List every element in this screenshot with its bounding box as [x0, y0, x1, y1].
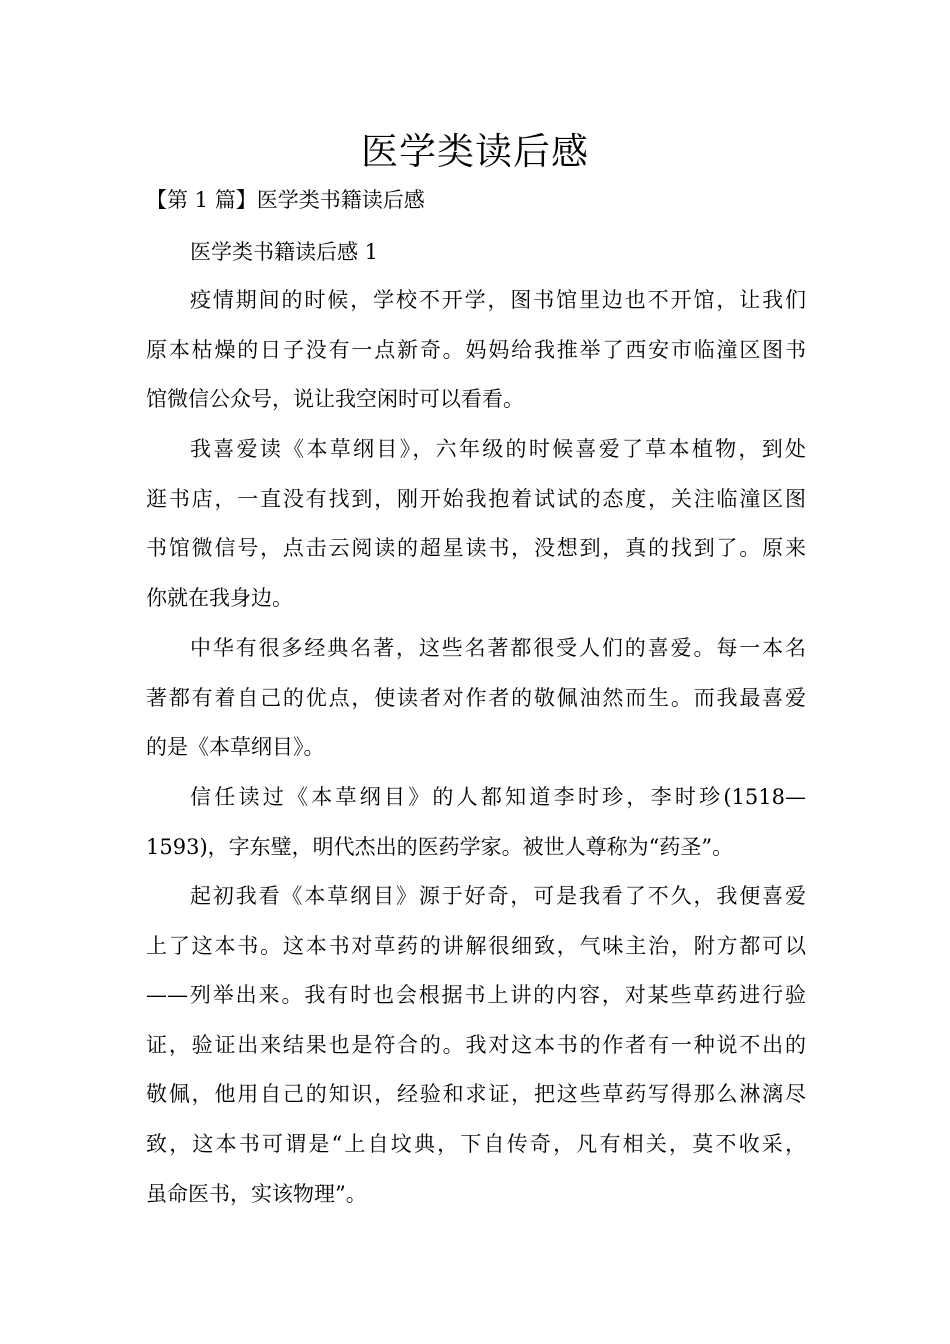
paragraph-line: 起初我看《本草纲目》源于好奇，可是我看了不久，我便喜爱	[190, 884, 806, 908]
paragraph-4	[146, 773, 806, 872]
paragraph-line: 我喜爱读《本草纲目》，六年级的时候喜爱了草本植物，到处	[190, 437, 806, 461]
paragraph-line: 疫情期间的时候，学校不开学，图书馆里边也不开馆，让我们	[190, 288, 806, 312]
paragraph-line: 信任读过《本草纲目》的人都知道李时珍，李时珍(1518—	[190, 785, 806, 809]
paragraph-2	[146, 425, 806, 623]
section-heading: 【第 1 篇】医学类书籍读后感	[146, 188, 425, 212]
paragraph-line: 的是《本草纲目》。	[146, 735, 325, 760]
paragraph-line: 书馆微信号，点击云阅读的超星读书，没想到，真的找到了。原来	[146, 536, 806, 561]
paragraph-3	[146, 624, 806, 773]
paragraph-line: 著都有着自己的优点，使读者对作者的敬佩油然而生。而我最喜爱	[146, 685, 806, 710]
document-title: 医学类读后感	[361, 130, 589, 173]
paragraph-line: 中华有很多经典名著，这些名著都很受人们的喜爱。每一本名	[190, 636, 806, 660]
paragraph-line: 逛书店，一直没有找到，刚开始我抱着试试的态度，关注临潼区图	[146, 486, 806, 511]
article-subtitle: 医学类书籍读后感 1	[190, 240, 379, 264]
paragraph-line: 原本枯燥的日子没有一点新奇。妈妈给我推举了西安市临潼区图书	[146, 337, 806, 362]
paragraph-line: 1593)，字东璧，明代杰出的医药学家。被世人尊称为“药圣”。	[146, 834, 734, 859]
paragraph-line: 馆微信公众号，说让我空闲时可以看看。	[146, 387, 524, 412]
paragraph-line: 虽命医书，实该物理”。	[146, 1181, 367, 1206]
paragraph-line: 证，验证出来结果也是符合的。我对这本书的作者有一种说不出的	[146, 1032, 806, 1057]
paragraph-line: 敬佩，他用自己的知识，经验和求证，把这些草药写得那么淋漓尽	[146, 1082, 806, 1107]
paragraph-5	[146, 872, 806, 1219]
paragraph-line: 上了这本书。这本书对草药的讲解很细致，气味主治，附方都可以	[146, 933, 806, 958]
paragraph-line: ——列举出来。我有时也会根据书上讲的内容，对某些草药进行验	[146, 983, 806, 1008]
paragraph-line: 致，这本书可谓是“上自坟典，下自传奇，凡有相关，莫不收采，	[146, 1131, 806, 1156]
paragraph-1	[146, 276, 806, 425]
paragraph-line: 你就在我身边。	[146, 585, 293, 610]
